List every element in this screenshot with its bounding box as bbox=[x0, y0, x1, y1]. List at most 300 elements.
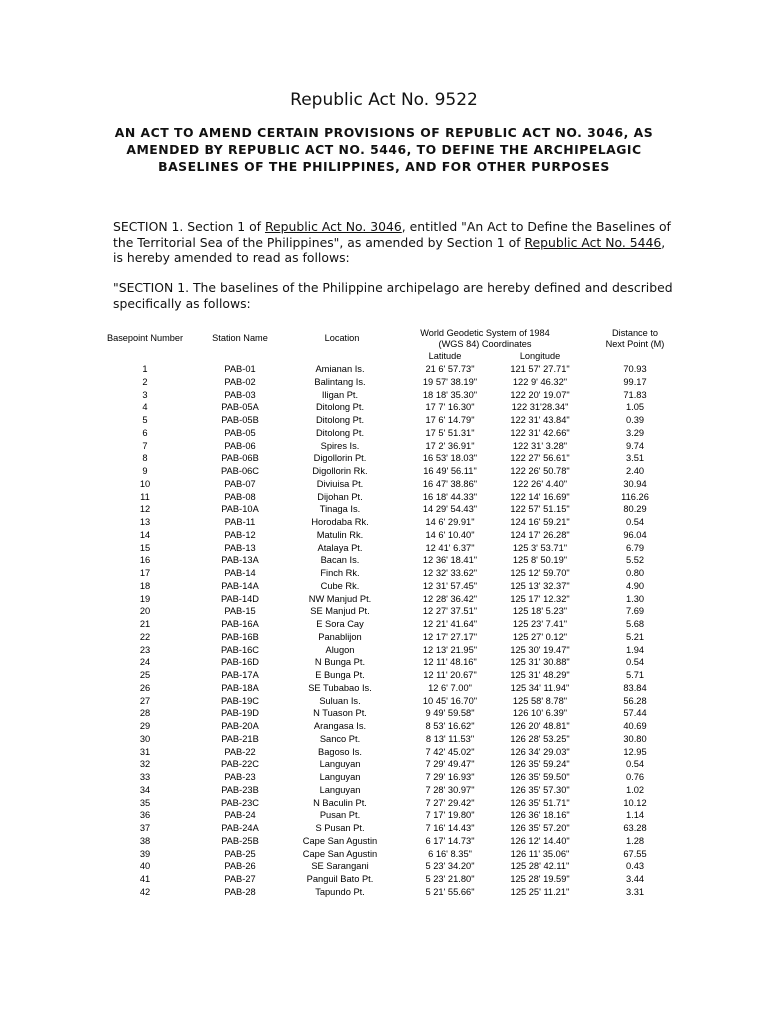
longitude-cell: 122 27' 56.61" bbox=[510, 453, 570, 464]
latitude-cell: 7 29' 49.47" bbox=[425, 759, 475, 770]
station-name-cell: PAB-23B bbox=[221, 784, 259, 795]
longitude-cell: 125 8' 50.19" bbox=[512, 555, 568, 566]
distance-cell: 1.30 bbox=[625, 593, 645, 604]
latitude-cell: 17 7' 16.30" bbox=[425, 402, 475, 413]
table-row bbox=[100, 516, 700, 529]
location-cell: Cape San Agustin bbox=[302, 848, 378, 859]
latitude-cell: 12 41' 6.37" bbox=[425, 542, 475, 553]
latitude-cell: 12 6' 7.00" bbox=[428, 682, 472, 693]
latitude-cell: 7 27' 29.42" bbox=[425, 797, 475, 808]
location-cell: S Pusan Pt. bbox=[315, 823, 365, 833]
latitude-cell: 7 28' 30.97" bbox=[425, 784, 475, 795]
station-name-cell: PAB-23C bbox=[220, 797, 260, 808]
distance-cell: 83.84 bbox=[623, 682, 647, 693]
latitude-cell: 16 47' 38.86" bbox=[422, 478, 478, 489]
basepoint-number-cell: 40 bbox=[139, 861, 151, 872]
basepoint-number-cell: 8 bbox=[142, 453, 148, 464]
latitude-cell: 7 42' 45.02" bbox=[425, 746, 475, 757]
station-name-cell: PAB-16B bbox=[221, 631, 259, 642]
distance-cell: 67.55 bbox=[623, 848, 647, 859]
table-row bbox=[100, 363, 700, 376]
table-row bbox=[100, 478, 700, 491]
basepoint-number-cell: 21 bbox=[139, 619, 151, 629]
latitude-cell: 17 5' 51.31" bbox=[425, 427, 475, 438]
location-cell: Cape San Agustin bbox=[302, 835, 378, 846]
location-cell: NW Manjud Pt. bbox=[308, 593, 372, 604]
longitude-cell: 122 20' 19.07" bbox=[510, 389, 570, 400]
baseline-table bbox=[100, 363, 700, 899]
basepoint-number-cell: 7 bbox=[142, 440, 148, 451]
location-cell: Tapundo Pt. bbox=[315, 886, 365, 897]
location-cell: Spires Is. bbox=[320, 440, 360, 451]
longitude-cell: 126 10' 6.39" bbox=[512, 708, 568, 719]
distance-cell: 10.12 bbox=[623, 797, 647, 808]
longitude-cell: 126 35' 57.30" bbox=[510, 784, 570, 795]
table-row bbox=[100, 618, 700, 631]
table-row bbox=[100, 656, 700, 669]
longitude-cell: 126 35' 59.24" bbox=[510, 759, 570, 770]
station-name-cell: PAB-01 bbox=[224, 364, 256, 374]
basepoint-number-cell: 3 bbox=[142, 389, 148, 400]
basepoint-number-cell: 35 bbox=[139, 797, 151, 808]
basepoint-number-cell: 6 bbox=[142, 427, 148, 438]
location-cell: Panguil Bato Pt. bbox=[306, 874, 374, 884]
distance-cell: 0.43 bbox=[625, 861, 645, 872]
latitude-cell: 5 21' 55.66" bbox=[425, 886, 475, 897]
longitude-cell: 122 31'28.34" bbox=[511, 402, 569, 413]
distance-cell: 0.54 bbox=[625, 517, 645, 527]
longitude-cell: 125 12' 59.70" bbox=[510, 568, 570, 578]
table-row bbox=[100, 605, 700, 618]
location-cell: Tinaga Is. bbox=[319, 504, 361, 515]
basepoint-number-cell: 14 bbox=[139, 529, 151, 540]
distance-cell: 7.69 bbox=[625, 606, 645, 617]
distance-cell: 0.80 bbox=[625, 568, 645, 578]
basepoint-number-cell: 29 bbox=[139, 721, 151, 731]
location-cell: Matulin Rk. bbox=[316, 529, 364, 540]
station-name-cell: PAB-17A bbox=[221, 670, 259, 680]
location-cell: N Tuason Pt. bbox=[313, 708, 367, 719]
basepoint-number-cell: 33 bbox=[139, 772, 151, 782]
location-cell: N Bunga Pt. bbox=[314, 657, 366, 668]
longitude-cell: 125 34' 11.94" bbox=[510, 682, 570, 693]
table-row bbox=[100, 835, 700, 848]
basepoint-number-cell: 24 bbox=[139, 657, 151, 668]
station-name-cell: PAB-14D bbox=[220, 593, 260, 604]
longitude-cell: 121 57' 27.71" bbox=[510, 364, 570, 374]
longitude-cell: 126 35' 57.20" bbox=[510, 823, 570, 833]
distance-cell: 30.94 bbox=[623, 478, 647, 489]
header-wgs-line: (WGS 84) Coordinates bbox=[438, 339, 532, 349]
longitude-cell: 125 28' 42.11" bbox=[510, 861, 570, 872]
location-cell: Alugon bbox=[325, 644, 355, 655]
location-cell: Digollorin Pt. bbox=[313, 453, 367, 464]
longitude-cell: 126 11' 35.06" bbox=[510, 848, 570, 859]
location-cell: Ditolong Pt. bbox=[315, 427, 365, 438]
location-cell: Iligan Pt. bbox=[321, 389, 359, 400]
longitude-cell: 122 31' 3.28" bbox=[512, 440, 568, 451]
location-cell: E Bunga Pt. bbox=[315, 670, 365, 680]
latitude-cell: 12 13' 21.95" bbox=[422, 644, 478, 655]
act-subtitle bbox=[110, 124, 658, 175]
distance-cell: 1.94 bbox=[625, 644, 645, 655]
table-row bbox=[100, 669, 700, 682]
latitude-cell: 12 27' 37.51" bbox=[422, 606, 478, 617]
header-wgs bbox=[395, 328, 575, 350]
location-cell: Ditolong Pt. bbox=[315, 415, 365, 425]
station-name-cell: PAB-16A bbox=[221, 619, 259, 629]
section-text: SECTION 1. Section 1 of bbox=[113, 219, 265, 234]
distance-cell: 9.74 bbox=[625, 440, 645, 451]
table-row bbox=[100, 809, 700, 822]
table-row bbox=[100, 784, 700, 797]
latitude-cell: 16 18' 44.33" bbox=[422, 491, 478, 502]
basepoint-number-cell: 36 bbox=[139, 810, 151, 821]
distance-cell: 5.21 bbox=[625, 631, 645, 642]
basepoint-number-cell: 17 bbox=[139, 568, 151, 578]
location-cell: Ditolong Pt. bbox=[315, 402, 365, 413]
table-row bbox=[100, 886, 700, 899]
location-cell: Languyan bbox=[319, 759, 361, 770]
location-cell: Dijohan Pt. bbox=[317, 491, 363, 502]
latitude-cell: 8 13' 11.53" bbox=[425, 733, 475, 744]
header-basepoint: Basepoint Number bbox=[106, 333, 184, 343]
table-row bbox=[100, 707, 700, 720]
table-row bbox=[100, 452, 700, 465]
station-name-cell: PAB-06B bbox=[221, 453, 259, 464]
longitude-cell: 125 58' 8.78" bbox=[512, 695, 568, 706]
table-row bbox=[100, 389, 700, 402]
table-row bbox=[100, 401, 700, 414]
longitude-cell: 125 25' 11.21" bbox=[510, 886, 570, 897]
table-row bbox=[100, 631, 700, 644]
header-distance bbox=[585, 328, 685, 350]
longitude-cell: 126 35' 59.50" bbox=[510, 772, 570, 782]
location-cell: Horodaba Rk. bbox=[311, 517, 369, 527]
longitude-cell: 126 20' 48.81" bbox=[510, 721, 570, 731]
basepoint-number-cell: 15 bbox=[139, 542, 151, 553]
table-row bbox=[100, 682, 700, 695]
station-name-cell: PAB-05 bbox=[224, 427, 256, 438]
subtitle-line: BASELINES OF THE PHILIPPINES, AND FOR OTHER PURPOSES bbox=[158, 159, 610, 174]
distance-cell: 71.83 bbox=[623, 389, 647, 400]
table-row bbox=[100, 822, 700, 835]
header-wgs-line: World Geodetic System of 1984 bbox=[420, 328, 550, 338]
distance-cell: 1.28 bbox=[625, 835, 645, 846]
subtitle-line: AMENDED BY REPUBLIC ACT NO. 5446, TO DEFINE THE ARCHIPELAGIC bbox=[126, 142, 642, 157]
station-name-cell: PAB-16C bbox=[220, 644, 260, 655]
latitude-cell: 6 17' 14.73" bbox=[425, 835, 475, 846]
header-longitude: Longitude bbox=[519, 351, 561, 361]
distance-cell: 5.52 bbox=[625, 555, 645, 566]
distance-cell: 1.02 bbox=[625, 784, 645, 795]
location-cell: SE Sarangani bbox=[311, 861, 369, 872]
table-row bbox=[100, 758, 700, 771]
location-cell: SE Manjud Pt. bbox=[310, 606, 370, 617]
longitude-cell: 126 35' 51.71" bbox=[510, 797, 570, 808]
latitude-cell: 12 11' 48.16" bbox=[423, 657, 477, 668]
location-cell: Languyan bbox=[319, 772, 361, 782]
basepoint-number-cell: 10 bbox=[139, 478, 151, 489]
location-cell: SE Tubabao Is. bbox=[308, 682, 372, 693]
table-row bbox=[100, 848, 700, 861]
basepoint-number-cell: 1 bbox=[142, 364, 148, 374]
basepoint-number-cell: 9 bbox=[142, 466, 148, 476]
section-text: , is hereby amended to read as follows: bbox=[113, 234, 666, 265]
station-name-cell: PAB-19C bbox=[220, 695, 260, 706]
location-cell: Digollorin Rk. bbox=[312, 466, 368, 476]
subtitle-line: AN ACT TO AMEND CERTAIN PROVISIONS OF REPUBLIC ACT NO. 3046, AS bbox=[114, 125, 654, 140]
basepoint-number-cell: 2 bbox=[142, 376, 148, 387]
basepoint-number-cell: 4 bbox=[142, 402, 148, 413]
table-row bbox=[100, 797, 700, 810]
table-row bbox=[100, 542, 700, 555]
basepoint-number-cell: 31 bbox=[139, 746, 151, 757]
basepoint-number-cell: 19 bbox=[139, 593, 151, 604]
longitude-cell: 122 9' 46.32" bbox=[512, 376, 568, 387]
latitude-cell: 8 53' 16.62" bbox=[425, 721, 475, 731]
station-name-cell: PAB-16D bbox=[220, 657, 260, 668]
latitude-cell: 18 18' 35.30" bbox=[422, 389, 478, 400]
location-cell: Pusan Pt. bbox=[319, 810, 361, 821]
basepoint-number-cell: 11 bbox=[140, 491, 150, 502]
latitude-cell: 14 6' 29.91" bbox=[425, 517, 475, 527]
basepoint-number-cell: 30 bbox=[139, 733, 151, 744]
basepoint-number-cell: 12 bbox=[139, 504, 151, 515]
station-name-cell: PAB-07 bbox=[224, 478, 256, 489]
distance-cell: 40.69 bbox=[623, 721, 647, 731]
location-cell: Suluan Is. bbox=[319, 695, 361, 706]
latitude-cell: 12 31' 57.45" bbox=[422, 580, 478, 591]
longitude-cell: 126 28' 53.25" bbox=[510, 733, 570, 744]
distance-cell: 3.31 bbox=[625, 886, 645, 897]
location-cell: Atalaya Pt. bbox=[317, 542, 363, 553]
basepoint-number-cell: 27 bbox=[139, 695, 151, 706]
latitude-cell: 7 16' 14.43" bbox=[425, 823, 475, 833]
table-row bbox=[100, 733, 700, 746]
table-row bbox=[100, 720, 700, 733]
longitude-cell: 122 26' 50.78" bbox=[510, 466, 570, 476]
basepoint-number-cell: 13 bbox=[139, 517, 151, 527]
longitude-cell: 124 17' 26.28" bbox=[510, 529, 570, 540]
station-name-cell: PAB-25B bbox=[221, 835, 259, 846]
distance-cell: 57.44 bbox=[623, 708, 647, 719]
distance-cell: 96.04 bbox=[623, 529, 647, 540]
table-row bbox=[100, 644, 700, 657]
latitude-cell: 19 57' 38.19" bbox=[422, 376, 478, 387]
latitude-cell: 9 49' 59.58" bbox=[425, 708, 475, 719]
distance-cell: 3.44 bbox=[625, 874, 645, 884]
longitude-cell: 125 17' 12.32" bbox=[510, 593, 570, 604]
distance-cell: 1.05 bbox=[625, 402, 645, 413]
table-row bbox=[100, 593, 700, 606]
longitude-cell: 122 31' 42.66" bbox=[510, 427, 570, 438]
station-name-cell: PAB-18A bbox=[221, 682, 259, 693]
station-name-cell: PAB-20A bbox=[221, 721, 259, 731]
distance-cell: 56.28 bbox=[623, 695, 647, 706]
location-cell: Diviuisa Pt. bbox=[316, 478, 364, 489]
distance-cell: 70.93 bbox=[623, 364, 647, 374]
table-row bbox=[100, 529, 700, 542]
longitude-cell: 125 18' 5.23" bbox=[512, 606, 568, 617]
basepoint-number-cell: 32 bbox=[139, 759, 151, 770]
basepoint-number-cell: 26 bbox=[139, 682, 151, 693]
distance-cell: 12.95 bbox=[623, 746, 647, 757]
distance-cell: 5.68 bbox=[625, 619, 645, 629]
latitude-cell: 12 11' 20.67" bbox=[423, 670, 477, 680]
station-name-cell: PAB-05B bbox=[221, 415, 259, 425]
basepoint-number-cell: 20 bbox=[139, 606, 151, 617]
station-name-cell: PAB-27 bbox=[224, 874, 256, 884]
latitude-cell: 6 16' 8.35" bbox=[428, 848, 472, 859]
latitude-cell: 16 49' 56.11" bbox=[423, 466, 477, 476]
basepoint-number-cell: 34 bbox=[139, 784, 151, 795]
header-distance-line: Distance to bbox=[612, 328, 658, 338]
latitude-cell: 14 6' 10.40" bbox=[425, 529, 475, 540]
table-row bbox=[100, 427, 700, 440]
station-name-cell: PAB-05A bbox=[221, 402, 259, 413]
station-name-cell: PAB-06 bbox=[224, 440, 256, 451]
basepoint-number-cell: 42 bbox=[139, 886, 151, 897]
basepoint-number-cell: 37 bbox=[139, 823, 151, 833]
longitude-cell: 122 57' 51.15" bbox=[510, 504, 570, 515]
location-cell: N Baculin Pt. bbox=[313, 797, 367, 808]
latitude-cell: 14 29' 54.43" bbox=[422, 504, 478, 515]
distance-cell: 0.76 bbox=[625, 772, 645, 782]
latitude-cell: 7 29' 16.93" bbox=[425, 772, 475, 782]
latitude-cell: 5 23' 21.80" bbox=[425, 874, 475, 884]
longitude-cell: 126 12' 14.40" bbox=[510, 835, 570, 846]
distance-cell: 3.29 bbox=[625, 427, 645, 438]
ra-5446-link[interactable]: Republic Act No. 5446 bbox=[524, 234, 662, 250]
table-row bbox=[100, 465, 700, 478]
table-row bbox=[100, 567, 700, 580]
longitude-cell: 125 27' 0.12" bbox=[512, 631, 568, 642]
distance-cell: 0.39 bbox=[625, 415, 645, 425]
station-name-cell: PAB-12 bbox=[224, 529, 256, 540]
latitude-cell: 12 36' 18.41" bbox=[422, 555, 478, 566]
longitude-cell: 122 14' 16.69" bbox=[510, 491, 570, 502]
longitude-cell: 125 3' 53.71" bbox=[512, 542, 568, 553]
station-name-cell: PAB-21B bbox=[221, 733, 259, 744]
table-row bbox=[100, 554, 700, 567]
location-cell: Arangasa Is. bbox=[313, 721, 367, 731]
distance-cell: 30.80 bbox=[623, 733, 647, 744]
station-name-cell: PAB-15 bbox=[224, 606, 256, 617]
distance-cell: 0.54 bbox=[625, 657, 645, 668]
longitude-cell: 125 30' 19.47" bbox=[510, 644, 570, 655]
table-row bbox=[100, 440, 700, 453]
longitude-cell: 125 31' 30.88" bbox=[510, 657, 570, 668]
station-name-cell: PAB-14A bbox=[221, 580, 259, 591]
location-cell: Balintang Is. bbox=[314, 376, 366, 387]
station-name-cell: PAB-10A bbox=[221, 504, 259, 515]
section-1-quote: "SECTION 1. The baselines of the Philippine archipelago are hereby defined and described specifically as follows: bbox=[113, 280, 673, 311]
basepoint-number-cell: 23 bbox=[139, 644, 151, 655]
distance-cell: 3.51 bbox=[625, 453, 645, 464]
location-cell: Amianan Is. bbox=[315, 364, 365, 374]
location-cell: Bagoso Is. bbox=[318, 746, 362, 757]
basepoint-number-cell: 25 bbox=[139, 670, 151, 680]
location-cell: Languyan bbox=[319, 784, 361, 795]
station-name-cell: PAB-22 bbox=[224, 746, 256, 757]
station-name-cell: PAB-25 bbox=[224, 848, 256, 859]
longitude-cell: 125 13' 32.37" bbox=[510, 580, 570, 591]
table-row bbox=[100, 503, 700, 516]
header-latitude: Latitude bbox=[428, 351, 462, 361]
table-row bbox=[100, 746, 700, 759]
latitude-cell: 12 28' 36.42" bbox=[422, 593, 478, 604]
distance-cell: 2.40 bbox=[625, 466, 645, 476]
station-name-cell: PAB-19D bbox=[220, 708, 260, 719]
station-name-cell: PAB-26 bbox=[224, 861, 256, 872]
station-name-cell: PAB-13 bbox=[224, 542, 256, 553]
distance-cell: 5.71 bbox=[625, 670, 645, 680]
station-name-cell: PAB-03 bbox=[224, 389, 256, 400]
basepoint-number-cell: 18 bbox=[139, 580, 151, 591]
latitude-cell: 12 17' 27.17" bbox=[422, 631, 478, 642]
latitude-cell: 5 23' 34.20" bbox=[425, 861, 475, 872]
station-name-cell: PAB-23 bbox=[224, 772, 256, 782]
station-name-cell: PAB-22C bbox=[220, 759, 260, 770]
distance-cell: 116.26 bbox=[621, 491, 649, 502]
ra-3046-link[interactable]: Republic Act No. 3046 bbox=[264, 219, 402, 234]
table-row bbox=[100, 414, 700, 427]
station-name-cell: PAB-02 bbox=[224, 376, 256, 387]
latitude-cell: 12 32' 33.62" bbox=[422, 568, 478, 578]
section-1-paragraph bbox=[113, 219, 673, 266]
table-row bbox=[100, 873, 700, 886]
longitude-cell: 125 28' 19.59" bbox=[510, 874, 570, 884]
distance-cell: 0.54 bbox=[625, 759, 645, 770]
station-name-cell: PAB-11 bbox=[224, 517, 256, 527]
basepoint-number-cell: 28 bbox=[139, 708, 151, 719]
location-cell: Sanco Pt. bbox=[319, 733, 361, 744]
latitude-cell: 21 6' 57.73" bbox=[425, 364, 475, 374]
distance-cell: 63.28 bbox=[623, 823, 647, 833]
longitude-cell: 124 16' 59.21" bbox=[510, 517, 570, 527]
longitude-cell: 122 26' 4.40" bbox=[512, 478, 568, 489]
location-cell: Panablijon bbox=[318, 631, 362, 642]
location-cell: Cube Rk. bbox=[320, 580, 360, 591]
location-cell: Finch Rk. bbox=[320, 568, 360, 578]
station-name-cell: PAB-24A bbox=[221, 823, 259, 833]
page-title: Republic Act No. 9522 bbox=[290, 90, 478, 110]
basepoint-number-cell: 5 bbox=[142, 415, 148, 425]
basepoint-number-cell: 41 bbox=[139, 874, 151, 884]
table-row bbox=[100, 580, 700, 593]
latitude-cell: 12 21' 41.64" bbox=[422, 619, 478, 629]
header-location: Location bbox=[324, 333, 360, 343]
longitude-cell: 126 34' 29.03" bbox=[510, 746, 570, 757]
distance-cell: 99.17 bbox=[623, 376, 647, 387]
latitude-cell: 16 53' 18.03" bbox=[422, 453, 478, 464]
location-cell: Bacan Is. bbox=[320, 555, 360, 566]
section-text: , entitled "An Act to Define the Baselines of the Territorial Sea of the Philippines", as amended by Section 1 of bbox=[113, 219, 671, 250]
table-row bbox=[100, 860, 700, 873]
header-distance-line: Next Point (M) bbox=[605, 339, 665, 349]
table-row bbox=[100, 491, 700, 504]
station-name-cell: PAB-14 bbox=[224, 568, 256, 578]
basepoint-number-cell: 22 bbox=[139, 631, 151, 642]
distance-cell: 1.14 bbox=[625, 810, 645, 821]
distance-cell: 80.29 bbox=[623, 504, 647, 515]
location-cell: E Sora Cay bbox=[316, 619, 364, 629]
header-station: Station Name bbox=[212, 333, 268, 343]
station-name-cell: PAB-06C bbox=[220, 466, 260, 476]
station-name-cell: PAB-28 bbox=[224, 886, 256, 897]
distance-cell: 6.79 bbox=[625, 542, 645, 553]
